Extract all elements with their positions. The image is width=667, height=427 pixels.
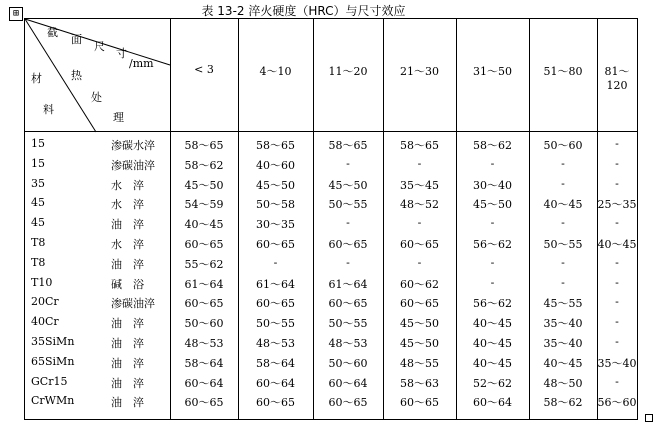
hardness-cell: - bbox=[615, 216, 619, 230]
column-header: 51～80 bbox=[543, 65, 583, 78]
hardness-cell: 45～50 bbox=[400, 317, 439, 331]
hardness-cell: - bbox=[615, 335, 619, 348]
process-cell: 油 淬 bbox=[111, 317, 144, 331]
hardness-cell: 45～55 bbox=[543, 297, 583, 311]
header-size-unit: /mm bbox=[129, 57, 154, 70]
hardness-cell: 48～53 bbox=[328, 337, 368, 350]
hardness-cell: 50～60 bbox=[543, 139, 583, 152]
hardness-cell: 60～65 bbox=[400, 396, 439, 410]
hardness-cell: 48～53 bbox=[256, 337, 295, 350]
hardness-cell: 50～55 bbox=[543, 238, 583, 251]
hardness-cell: 45～50 bbox=[184, 178, 224, 192]
material-cell: T10 bbox=[31, 275, 53, 289]
hardness-cell: 40～45 bbox=[543, 356, 583, 370]
hardness-cell: 35～40 bbox=[543, 317, 583, 331]
hardness-cell: - bbox=[561, 176, 565, 190]
hardness-cell: 60～65 bbox=[328, 238, 368, 251]
header-treatment-char: 热 bbox=[71, 69, 82, 82]
process-cell: 油 淬 bbox=[111, 218, 144, 232]
header-rule bbox=[25, 131, 637, 132]
hardness-cell: 40～45 bbox=[184, 218, 224, 232]
hardness-cell: 45～50 bbox=[473, 198, 512, 212]
hardness-cell: 55～62 bbox=[184, 257, 224, 271]
hardness-cell: 60～65 bbox=[256, 238, 295, 251]
table-caption: 表 13-2 淬火硬度（HRC）与尺寸效应 bbox=[201, 4, 406, 18]
hardness-cell: 50～58 bbox=[256, 198, 295, 212]
hardness-cell: 58～62 bbox=[184, 158, 224, 172]
hardness-cell: - bbox=[561, 216, 565, 230]
header-size-char: 面 bbox=[71, 33, 82, 46]
hardness-cell: 58～64 bbox=[256, 356, 295, 370]
process-cell: 渗碳油淬 bbox=[111, 158, 155, 172]
column-header: 81～120 bbox=[604, 65, 630, 92]
material-cell: 35 bbox=[31, 176, 45, 190]
hardness-cell: 54～59 bbox=[184, 198, 224, 212]
hardness-cell: - bbox=[490, 275, 495, 289]
material-cell: 40Cr bbox=[31, 315, 59, 329]
hardness-cell: 50～55 bbox=[256, 317, 295, 331]
column-header: 21～30 bbox=[400, 65, 439, 78]
material-cell: 20Cr bbox=[31, 295, 59, 309]
material-cell: 15 bbox=[31, 137, 45, 150]
process-cell: 油 淬 bbox=[111, 337, 144, 350]
hardness-cell: - bbox=[615, 295, 619, 309]
hardness-cell: 58～65 bbox=[184, 139, 224, 152]
hardness-cell: - bbox=[346, 255, 350, 269]
hardness-cell: 60～65 bbox=[328, 297, 368, 311]
column-header: 4～10 bbox=[259, 65, 292, 78]
hardness-cell: - bbox=[615, 315, 619, 329]
header-material-char: 料 bbox=[43, 103, 54, 116]
hardness-cell: - bbox=[615, 275, 619, 289]
hardness-cell: - bbox=[615, 255, 619, 269]
hardness-cell: 61～64 bbox=[328, 277, 368, 291]
hardness-cell: 61～64 bbox=[256, 277, 295, 291]
hardness-cell: 35～40 bbox=[597, 356, 637, 370]
header-treatment-char: 处 bbox=[91, 91, 102, 104]
hardness-cell: - bbox=[615, 176, 619, 190]
hardness-cell: - bbox=[490, 216, 495, 230]
hardness-cell: 45～50 bbox=[400, 337, 439, 350]
hardness-cell: 25～35 bbox=[597, 198, 637, 212]
hardness-cell: - bbox=[615, 374, 619, 388]
hardness-cell: 40～45 bbox=[543, 198, 583, 212]
material-cell: GCr15 bbox=[31, 374, 68, 388]
hardness-cell: 58～65 bbox=[400, 139, 439, 152]
hardness-cell: 40～45 bbox=[473, 337, 512, 350]
hardness-cell: - bbox=[561, 255, 565, 269]
hardness-cell: 56～62 bbox=[473, 238, 512, 251]
hardness-cell: 60～65 bbox=[400, 238, 439, 251]
hardness-cell: 48～53 bbox=[184, 337, 224, 350]
hardness-cell: - bbox=[490, 255, 495, 269]
header-treatment-char: 理 bbox=[113, 111, 124, 124]
process-cell: 油 淬 bbox=[111, 376, 144, 390]
hardness-cell: - bbox=[346, 216, 350, 230]
hardness-cell: 60～65 bbox=[328, 396, 368, 410]
hardness-cell: - bbox=[615, 137, 619, 150]
hardness-cell: 58～62 bbox=[543, 396, 583, 410]
hardness-cell: 48～52 bbox=[400, 198, 439, 212]
hardness-cell: 50～55 bbox=[328, 317, 368, 331]
hardness-cell: 58～63 bbox=[400, 376, 439, 390]
hardness-cell: 35～45 bbox=[400, 178, 439, 192]
process-cell: 油 淬 bbox=[111, 356, 144, 370]
hardness-cell: 60～65 bbox=[256, 297, 295, 311]
table-move-handle-icon[interactable]: ⊞ bbox=[9, 7, 23, 21]
table-resize-handle[interactable] bbox=[645, 414, 653, 422]
material-cell: 15 bbox=[31, 156, 45, 170]
hardness-cell: 58～64 bbox=[184, 356, 224, 370]
hardness-cell: 60～65 bbox=[184, 238, 224, 251]
hardness-cell: 30～35 bbox=[256, 218, 295, 232]
hardness-cell: 40～45 bbox=[597, 238, 637, 251]
column-header: 31～50 bbox=[473, 65, 512, 78]
material-cell: CrWMn bbox=[31, 394, 75, 408]
header-size-char: 寸 bbox=[116, 47, 127, 60]
hardness-cell: 50～60 bbox=[184, 317, 224, 331]
header-size-char: 截 bbox=[47, 26, 58, 39]
hardness-cell: 50～60 bbox=[328, 356, 368, 370]
hardness-cell: 45～50 bbox=[256, 178, 295, 192]
hardness-cell: - bbox=[417, 255, 422, 269]
column-header: < 3 bbox=[194, 63, 214, 76]
hardness-cell: 60～64 bbox=[473, 396, 512, 410]
hardness-cell: 60～64 bbox=[328, 376, 368, 390]
process-cell: 油 淬 bbox=[111, 396, 144, 410]
hardness-table bbox=[24, 18, 638, 420]
hardness-cell: 60～64 bbox=[184, 376, 224, 390]
hardness-cell: 60～62 bbox=[400, 277, 439, 291]
hardness-cell: 52～62 bbox=[473, 376, 512, 390]
process-cell: 油 淬 bbox=[111, 257, 144, 271]
process-cell: 水 淬 bbox=[111, 198, 144, 212]
hardness-cell: 48～55 bbox=[400, 356, 439, 370]
hardness-cell: 58～65 bbox=[256, 139, 295, 152]
header-material-char: 材 bbox=[31, 72, 42, 85]
hardness-cell: 40～45 bbox=[473, 317, 512, 331]
hardness-cell: - bbox=[561, 275, 565, 289]
hardness-cell: - bbox=[615, 156, 619, 170]
process-cell: 水 淬 bbox=[111, 238, 144, 251]
hardness-cell: - bbox=[417, 156, 422, 170]
material-cell: 45 bbox=[31, 196, 45, 210]
hardness-cell: - bbox=[346, 156, 350, 170]
process-cell: 碱 浴 bbox=[111, 277, 144, 291]
hardness-cell: 60～65 bbox=[184, 297, 224, 311]
hardness-cell: - bbox=[561, 156, 565, 170]
material-cell: T8 bbox=[31, 255, 46, 269]
hardness-cell: 61～64 bbox=[184, 277, 224, 291]
material-cell: 35SiMn bbox=[31, 335, 75, 348]
material-cell: 65SiMn bbox=[31, 354, 75, 368]
hardness-cell: - bbox=[490, 156, 495, 170]
hardness-cell: 30～40 bbox=[473, 178, 512, 192]
process-cell: 渗碳水淬 bbox=[111, 139, 155, 152]
hardness-cell: 40～60 bbox=[256, 158, 295, 172]
hardness-cell: 60～65 bbox=[400, 297, 439, 311]
hardness-cell: 45～50 bbox=[328, 178, 368, 192]
header-size-char: 尺 bbox=[94, 40, 105, 53]
process-cell: 渗碳油淬 bbox=[111, 297, 155, 311]
column-header: 11～20 bbox=[328, 65, 368, 78]
hardness-cell: 50～55 bbox=[328, 198, 368, 212]
hardness-cell: 56～60 bbox=[597, 396, 637, 410]
hardness-cell: 40～45 bbox=[473, 356, 512, 370]
hardness-cell: 35～40 bbox=[543, 337, 583, 350]
hardness-cell: - bbox=[417, 216, 422, 230]
hardness-cell: 58～62 bbox=[473, 139, 512, 152]
hardness-cell: 60～65 bbox=[256, 396, 295, 410]
process-cell: 水 淬 bbox=[111, 178, 144, 192]
material-cell: 45 bbox=[31, 216, 45, 230]
material-cell: T8 bbox=[31, 236, 46, 249]
hardness-cell: 56～62 bbox=[473, 297, 512, 311]
hardness-cell: 60～65 bbox=[184, 396, 224, 410]
hardness-cell: 60～64 bbox=[256, 376, 295, 390]
hardness-cell: 48～50 bbox=[543, 376, 583, 390]
hardness-cell: - bbox=[273, 255, 278, 269]
hardness-cell: 58～65 bbox=[328, 139, 368, 152]
